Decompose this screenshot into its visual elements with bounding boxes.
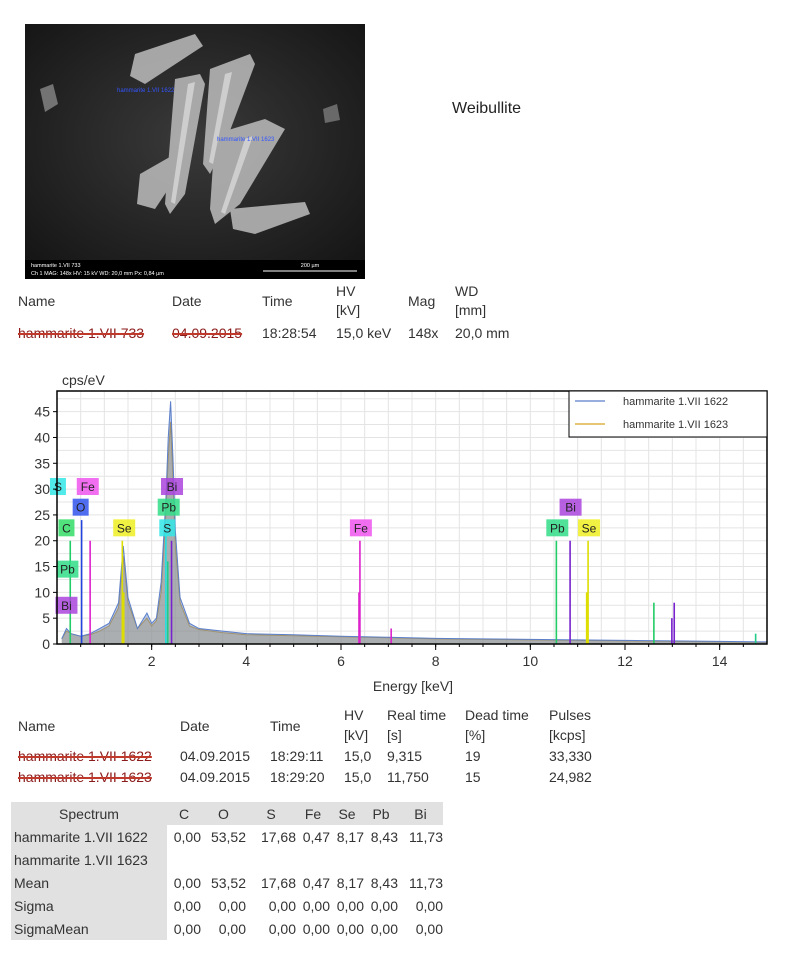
- eds-spectrum-chart: [0, 365, 790, 700]
- results-header-s: S: [246, 802, 296, 825]
- y-tick-label: 10: [34, 584, 50, 601]
- img-row-time: 18:28:54: [262, 325, 317, 341]
- img-hdr-hv: HV: [336, 283, 356, 299]
- sp-row2-real: 11,750: [387, 769, 429, 785]
- sp-hdr-real-unit: [s]: [387, 727, 402, 743]
- results-cell: 53,52: [210, 874, 246, 891]
- results-cell: 53,52: [210, 828, 246, 845]
- legend-label-1623: hammarite 1.VII 1623: [623, 419, 729, 431]
- y-tick-label: 5: [42, 610, 50, 627]
- sp-hdr-hv-unit: [kV]: [344, 727, 369, 743]
- sp-hdr-pulses-unit: [kcps]: [549, 727, 586, 743]
- results-cell: 0,00: [173, 874, 201, 891]
- sem-micrograph: [25, 24, 365, 279]
- element-tag-Bi: Bi: [61, 598, 72, 613]
- sp-row2-time: 18:29:20: [270, 769, 325, 785]
- element-tag-Bi: Bi: [565, 500, 576, 515]
- sem-point-label-1: hammarite 1.VII 1622: [117, 88, 175, 94]
- sp-row1-time: 18:29:11: [270, 748, 324, 764]
- results-row: [11, 825, 443, 848]
- sp-row1-date: 04.09.2015: [180, 748, 251, 764]
- x-tick-label: 10: [522, 653, 539, 669]
- element-tag-S: S: [163, 521, 172, 536]
- img-hdr-date: Date: [172, 293, 202, 309]
- y-tick-label: 20: [34, 532, 50, 549]
- element-tag-Fe: Fe: [80, 480, 95, 495]
- results-cell: 0,00: [415, 920, 443, 937]
- y-tick-label: 35: [34, 455, 50, 472]
- results-row-label: hammarite 1.VII 1622: [11, 825, 167, 848]
- results-cell: 0,00: [370, 897, 398, 914]
- x-tick-label: 6: [337, 653, 345, 669]
- img-row-hv: 15,0 keV: [336, 325, 392, 341]
- img-hdr-time: Time: [262, 293, 293, 309]
- results-cell: 17,68: [260, 874, 296, 891]
- results-cell: 0,00: [302, 897, 330, 914]
- element-tag-Bi: Bi: [166, 480, 178, 495]
- img-hdr-mag: Mag: [408, 293, 436, 309]
- results-row: [11, 848, 443, 871]
- results-row-label: Mean: [11, 871, 167, 894]
- img-row-wd: 20,0 mm: [455, 325, 510, 341]
- results-cell: 0,00: [370, 920, 398, 937]
- results-cell: 8,17: [336, 874, 364, 891]
- element-tag-C: C: [62, 521, 71, 536]
- sp-hdr-hv: HV: [344, 707, 364, 723]
- sp-row2-date: 04.09.2015: [180, 769, 251, 785]
- results-cell: 0,00: [268, 897, 296, 914]
- img-hdr-wd-unit: [mm]: [455, 302, 487, 318]
- results-header-c: C: [167, 802, 201, 825]
- results-cell: 8,43: [370, 828, 398, 845]
- sp-row2-dead: 15: [465, 769, 481, 785]
- results-cell: 0,47: [302, 828, 330, 845]
- results-cell: 8,17: [336, 828, 364, 845]
- y-tick-label: 15: [34, 558, 50, 575]
- element-tag-Fe: Fe: [353, 521, 368, 536]
- results-row-label: hammarite 1.VII 1623: [11, 848, 167, 871]
- element-tag-Se: Se: [116, 521, 132, 536]
- results-row: [11, 871, 443, 894]
- results-cell: [330, 848, 364, 871]
- sem-scale-text: 200 µm: [300, 263, 320, 269]
- results-cell: 0,47: [302, 874, 330, 891]
- sp-row1-pulses: 33,330: [549, 748, 592, 764]
- sp-row1-hv: 15,0: [344, 748, 372, 764]
- results-cell: [201, 848, 246, 871]
- results-cell: [246, 848, 296, 871]
- sem-label-line2: Ch 1 MAG: 148x HV: 15 kV WD: 20,0 mm Px: 0,84 µm: [31, 271, 164, 277]
- legend: [569, 391, 767, 437]
- sp-hdr-name: Name: [18, 718, 56, 734]
- results-cell: 0,00: [173, 828, 201, 845]
- results-cell: 8,43: [370, 874, 398, 891]
- element-tag-O: O: [75, 500, 86, 515]
- img-hdr-name: Name: [18, 293, 56, 309]
- y-tick-label: 45: [34, 403, 50, 420]
- results-cell: 0,00: [218, 920, 246, 937]
- x-axis-label: Energy [keV]: [372, 678, 454, 694]
- element-tag-Pb: Pb: [60, 562, 75, 577]
- results-cell: 0,00: [218, 897, 246, 914]
- results-cell: [296, 848, 330, 871]
- x-tick-label: 2: [147, 653, 156, 669]
- results-cell: 0,00: [415, 897, 443, 914]
- sem-point-label-2: hammarite 1.VII 1623: [217, 137, 275, 143]
- sem-label-line1: hammarite 1.VII 733: [31, 263, 81, 269]
- sp-hdr-date: Date: [180, 718, 210, 734]
- mineral-name: Weibullite: [452, 100, 522, 117]
- results-cell: 0,00: [173, 920, 201, 937]
- img-hdr-hv-unit: [kV]: [336, 302, 361, 318]
- sp-hdr-dead-unit: [%]: [465, 727, 486, 743]
- results-cell: 0,00: [336, 920, 364, 937]
- results-row-label: Sigma: [11, 894, 167, 917]
- results-cell: 0,00: [268, 920, 296, 937]
- results-cell: 11,73: [409, 874, 443, 891]
- x-tick-label: 14: [711, 653, 728, 669]
- results-cell: 0,00: [336, 897, 364, 914]
- sp-row1-dead: 19: [465, 748, 481, 764]
- sp-row1-real: 9,315: [387, 748, 423, 764]
- results-header-row: [11, 802, 443, 825]
- results-row: [11, 917, 443, 940]
- sp-hdr-real: Real time: [387, 707, 447, 723]
- x-tick-label: 4: [242, 653, 251, 669]
- element-tag-S: S: [53, 480, 62, 495]
- img-hdr-wd: WD: [455, 283, 479, 299]
- y-tick-label: 30: [34, 481, 50, 498]
- results-header-pb: Pb: [364, 802, 398, 825]
- sp-row2-name: hammarite 1.VII 1623: [18, 769, 152, 785]
- results-cell: 11,73: [409, 828, 443, 845]
- sp-row2-pulses: 24,982: [549, 769, 592, 785]
- results-cell: 0,00: [302, 920, 330, 937]
- results-row: [11, 894, 443, 917]
- element-tag-Pb: Pb: [549, 521, 565, 536]
- spectrum-svg: [0, 365, 790, 700]
- results-header-bi: Bi: [398, 802, 443, 825]
- y-tick-label: 40: [34, 429, 50, 446]
- results-header-se: Se: [330, 802, 364, 825]
- results-header-o: O: [201, 802, 246, 825]
- img-row-name: hammarite 1.VII 733: [18, 325, 145, 341]
- sp-hdr-pulses: Pulses: [549, 707, 592, 723]
- sp-hdr-dead: Dead time: [465, 707, 529, 723]
- results-cell: [364, 848, 398, 871]
- sp-row2-hv: 15,0: [344, 769, 372, 785]
- results-row-label: SigmaMean: [11, 917, 167, 940]
- img-row-date: 04.09.2015: [172, 325, 243, 341]
- y-tick-label: 25: [34, 506, 50, 523]
- results-cell: [398, 848, 443, 871]
- y-tick-label: 0: [42, 636, 50, 652]
- element-tag-Se: Se: [581, 521, 597, 536]
- legend-label-1622: hammarite 1.VII 1622: [623, 396, 729, 408]
- sp-row1-name: hammarite 1.VII 1622: [18, 748, 152, 764]
- sp-hdr-time: Time: [270, 718, 301, 734]
- results-table: [11, 802, 443, 940]
- results-cell: 0,00: [173, 897, 201, 914]
- results-cell: [167, 848, 201, 871]
- x-tick-label: 8: [431, 653, 440, 669]
- results-cell: 17,68: [260, 828, 296, 845]
- results-header-fe: Fe: [296, 802, 330, 825]
- results-header-spectrum: Spectrum: [11, 802, 167, 825]
- x-tick-label: 12: [617, 653, 633, 669]
- img-row-mag: 148x: [408, 325, 439, 341]
- element-tag-Pb: Pb: [161, 500, 177, 515]
- y-axis-label: cps/eV: [62, 372, 105, 388]
